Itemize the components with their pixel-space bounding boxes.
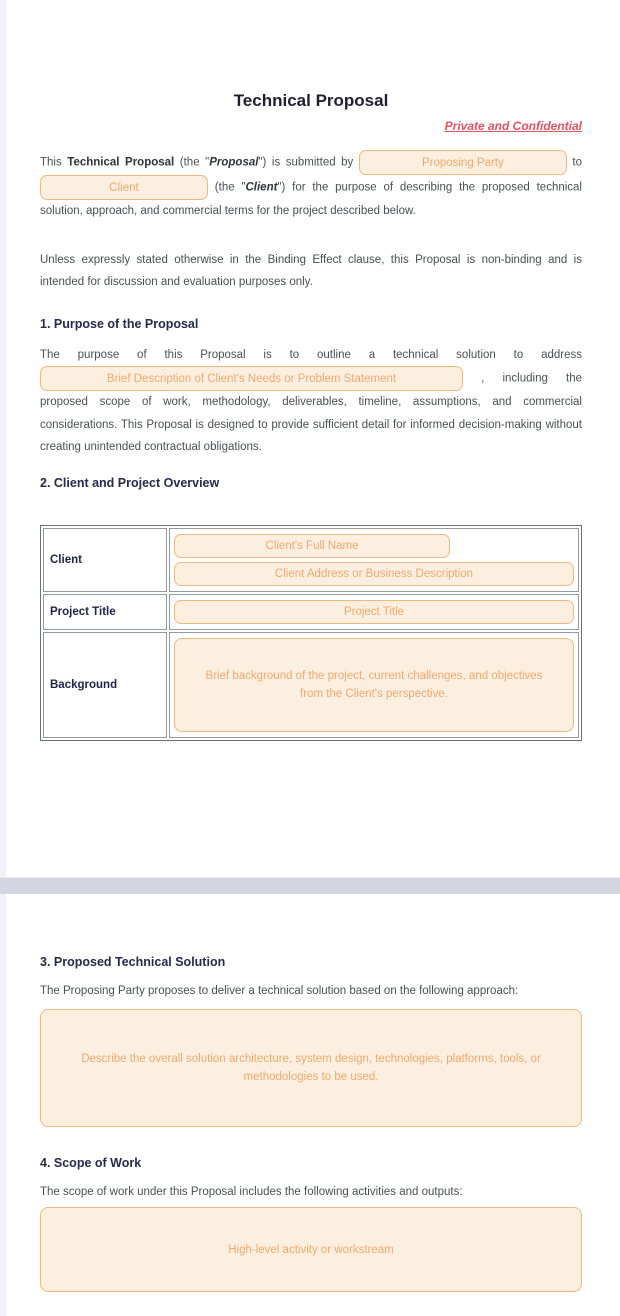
solution-paragraph: The Proposing Party proposes to deliver a technical solution based on the following approach:: [40, 985, 519, 997]
intro-text: ") is submitted by: [258, 156, 359, 169]
section-2-heading: 2. Client and Project Overview: [40, 475, 220, 490]
page-break-divider: [0, 877, 620, 894]
row-value-background: [169, 632, 579, 738]
project-title-field[interactable]: Project Title: [174, 600, 574, 624]
proposing-party-field[interactable]: Proposing Party: [359, 150, 567, 175]
purpose-text: , including the proposed scope of work, methodology, deliverables, timeline, assumptions, and commercial considerations. This Proposal is designed to provide sufficient detail for informed decision-making without creating unintended contractual obligations.: [40, 372, 582, 453]
intro-bold-title: Technical Proposal: [67, 156, 175, 169]
overview-table: [40, 525, 582, 741]
scope-paragraph: The scope of work under this Proposal includes the following activities and outputs:: [40, 1186, 463, 1198]
table-row-background: [43, 632, 579, 738]
row-label-background: Background: [43, 632, 167, 738]
page-1: [6, 0, 620, 877]
intro-defined-term-proposal: Proposal: [209, 156, 259, 169]
client-address-field[interactable]: Client Address or Business Description: [174, 562, 574, 586]
solution-description-field[interactable]: Describe the overall solution architecture, system design, technologies, platforms, tools, or methodologies to be used.: [40, 1009, 582, 1127]
client-needs-field[interactable]: Brief Description of Client's Needs or Problem Statement: [40, 366, 463, 391]
confidential-notice: Private and Confidential: [444, 119, 582, 133]
intro-text: (the ": [208, 181, 246, 194]
intro-text: ") for the purpose of describing the proposed technical solution, approach, and commercial terms for the project described below.: [40, 181, 582, 217]
intro-defined-term-client: Client: [245, 181, 278, 194]
row-value-client: [169, 528, 579, 592]
section-1-heading: 1. Purpose of the Proposal: [40, 316, 199, 331]
section-4-heading: 4. Scope of Work: [40, 1156, 142, 1170]
background-field[interactable]: Brief background of the project, current challenges, and objectives from the Client's perspective.: [174, 638, 574, 732]
table-row-project-title: [43, 594, 579, 630]
row-label-project-title: Project Title: [43, 594, 167, 630]
row-label-client: Client: [43, 528, 167, 592]
client-full-name-field[interactable]: Client's Full Name: [174, 534, 450, 558]
doc-title: Technical Proposal: [233, 91, 389, 110]
table-row-client: [43, 528, 579, 592]
scope-activity-field[interactable]: High-level activity or workstream: [40, 1207, 582, 1292]
purpose-text: The purpose of this Proposal is to outline a technical solution to address: [40, 348, 582, 361]
intro-text: This: [40, 156, 68, 169]
intro-text: (the ": [174, 156, 210, 169]
purpose-paragraph: [40, 344, 582, 459]
nonbinding-paragraph: Unless expressly stated otherwise in the Binding Effect clause, this Proposal is non-binding and is intended for discussion and evaluation purposes only.: [40, 253, 582, 288]
intro-paragraph: [40, 150, 582, 223]
intro-text: to: [566, 156, 582, 169]
section-3-heading: 3. Proposed Technical Solution: [40, 955, 226, 969]
page-2: [6, 894, 620, 1316]
row-value-project-title: [169, 594, 579, 630]
client-field[interactable]: Client: [40, 175, 208, 200]
